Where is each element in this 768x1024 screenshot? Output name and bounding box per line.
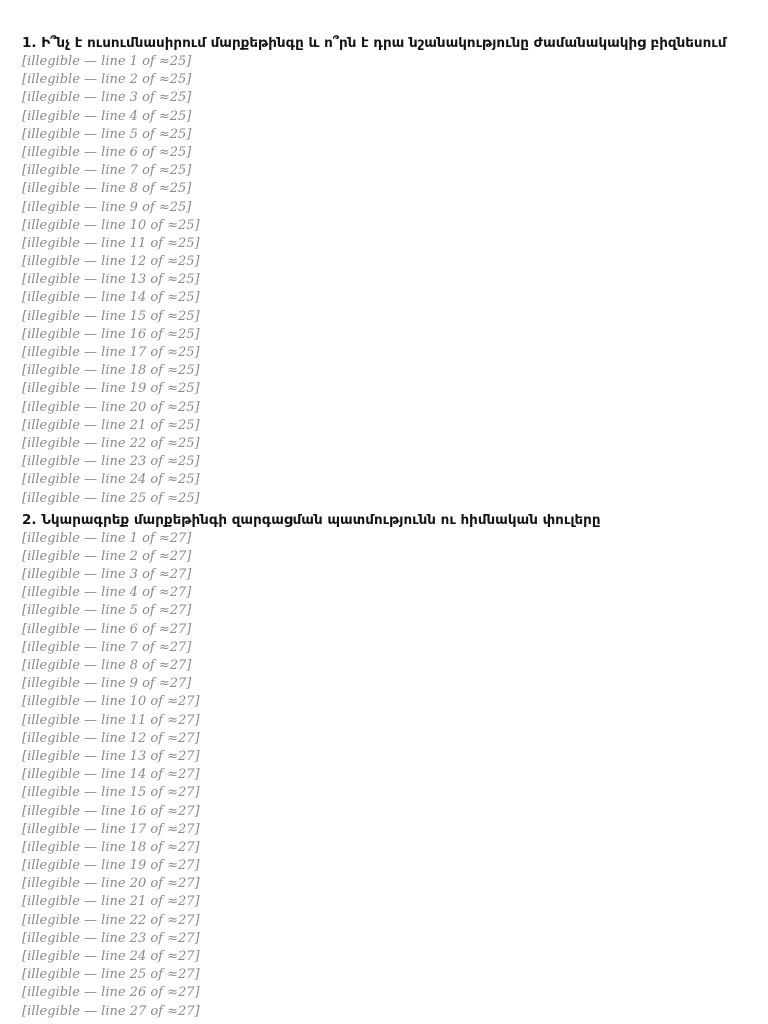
text-line: [illegible — line 25 of ≈27] <box>22 967 200 983</box>
text-line: [illegible — line 21 of ≈25] <box>22 417 200 433</box>
text-line: [illegible — line 1 of ≈27] <box>22 530 192 546</box>
section-marketing-history <box>22 511 746 1021</box>
text-line: [illegible — line 7 of ≈27] <box>22 639 192 655</box>
text-line: [illegible — line 3 of ≈25] <box>22 90 192 106</box>
text-line: [illegible — line 24 of ≈27] <box>22 949 200 964</box>
text-line: [illegible — line 11 of ≈25] <box>22 235 200 251</box>
text-line: [illegible — line 10 of ≈25] <box>22 217 200 233</box>
text-line: [illegible — line 18 of ≈27] <box>22 839 200 855</box>
text-line: [illegible — line 13 of ≈27] <box>22 748 200 764</box>
text-line: [illegible — line 22 of ≈25] <box>22 435 200 451</box>
text-line: [illegible — line 5 of ≈25] <box>22 126 192 142</box>
text-line: [illegible — line 6 of ≈25] <box>22 144 192 160</box>
text-line: [illegible — line 24 of ≈25] <box>22 472 200 488</box>
text-line: [illegible — line 16 of ≈25] <box>22 326 200 342</box>
text-line: [illegible — line 4 of ≈25] <box>22 108 192 124</box>
text-line: [illegible — line 15 of ≈27] <box>22 785 200 801</box>
text-line: [illegible — line 11 of ≈27] <box>22 712 200 728</box>
text-line: [illegible — line 17 of ≈25] <box>22 345 200 360</box>
text-line: [illegible — line 26 of ≈27] <box>22 985 200 1001</box>
text-line: [illegible — line 22 of ≈27] <box>22 912 200 928</box>
section-marketing-definition <box>22 34 746 508</box>
section-heading: 2. Նկարագրեք մարքեթինգի զարգացման պատմությունն ու հիմնական փուլերը <box>22 511 601 528</box>
text-line: [illegible — line 14 of ≈25] <box>22 290 200 306</box>
text-line: [illegible — line 2 of ≈25] <box>22 72 192 88</box>
text-line: [illegible — line 17 of ≈27] <box>22 821 200 837</box>
text-line: [illegible — line 21 of ≈27] <box>22 894 200 910</box>
text-line: [illegible — line 27 of ≈27] <box>22 1003 200 1019</box>
text-line: [illegible — line 8 of ≈27] <box>22 658 192 673</box>
text-line: [illegible — line 4 of ≈27] <box>22 585 192 601</box>
text-line: [illegible — line 5 of ≈27] <box>22 603 192 619</box>
text-line: [illegible — line 12 of ≈27] <box>22 730 200 746</box>
section-heading: 1. Ի՞նչ է ուսումնասիրում մարքեթինգը և ո՞րն է դրա նշանակությունը ժամանակակից բիզնեսում <box>22 35 727 51</box>
text-line: [illegible — line 1 of ≈25] <box>22 54 192 69</box>
text-line: [illegible — line 6 of ≈27] <box>22 621 192 637</box>
text-line: [illegible — line 16 of ≈27] <box>22 803 200 819</box>
text-line: [illegible — line 18 of ≈25] <box>22 363 200 379</box>
body-paragraph <box>22 53 746 508</box>
body-paragraph <box>22 530 746 1021</box>
text-line: [illegible — line 3 of ≈27] <box>22 567 192 583</box>
text-line: [illegible — line 15 of ≈25] <box>22 308 200 324</box>
text-line: [illegible — line 19 of ≈25] <box>22 381 200 397</box>
text-line: [illegible — line 23 of ≈25] <box>22 454 200 470</box>
text-line: [illegible — line 2 of ≈27] <box>22 548 192 564</box>
text-line: [illegible — line 12 of ≈25] <box>22 254 200 270</box>
text-line: [illegible — line 10 of ≈27] <box>22 694 200 710</box>
text-line: [illegible — line 19 of ≈27] <box>22 858 200 874</box>
text-line: [illegible — line 9 of ≈25] <box>22 199 192 215</box>
text-line: [illegible — line 8 of ≈25] <box>22 181 192 197</box>
text-line: [illegible — line 14 of ≈27] <box>22 767 200 783</box>
text-line: [illegible — line 23 of ≈27] <box>22 930 200 946</box>
text-line: [illegible — line 7 of ≈25] <box>22 163 192 179</box>
text-line: [illegible — line 20 of ≈25] <box>22 399 200 415</box>
text-line: [illegible — line 20 of ≈27] <box>22 876 200 892</box>
text-line: [illegible — line 9 of ≈27] <box>22 676 192 692</box>
text-line: [illegible — line 25 of ≈25] <box>22 490 200 506</box>
text-line: [illegible — line 13 of ≈25] <box>22 272 200 288</box>
